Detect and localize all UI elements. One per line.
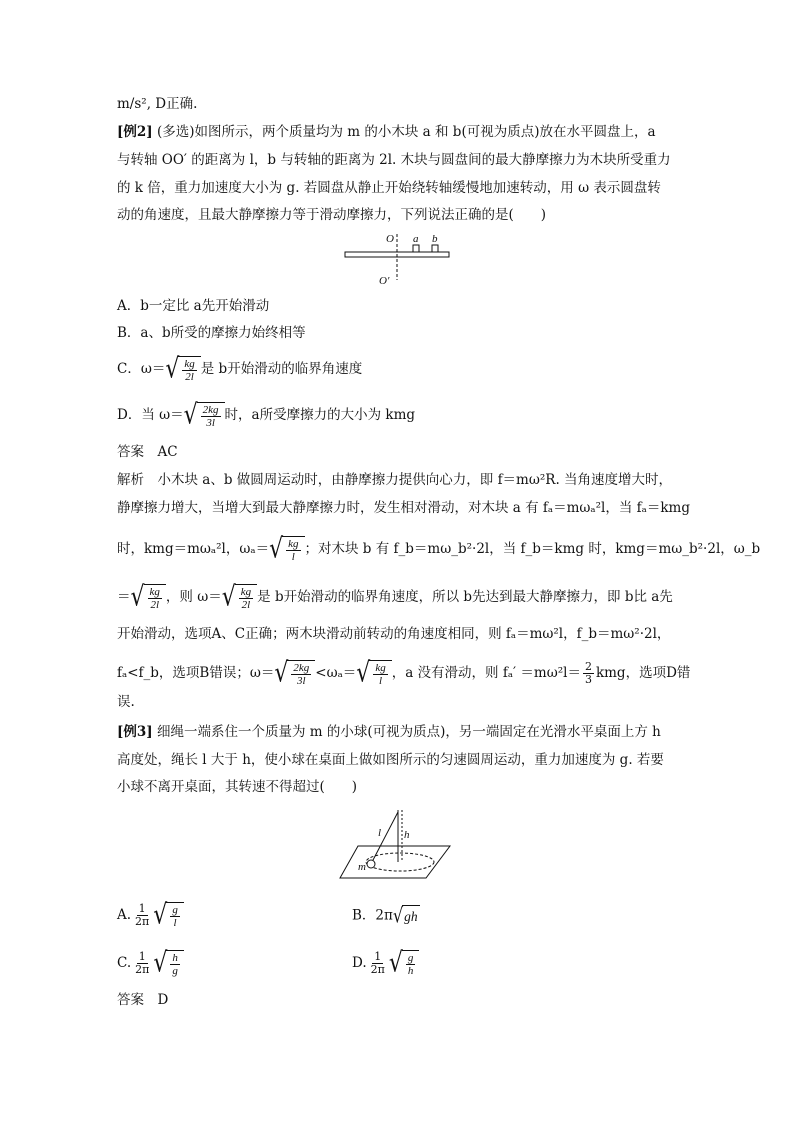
label-l: l <box>378 827 382 839</box>
example2-line4: 动的角速度，且最大静摩擦力等于滑动摩擦力，下列说法正确的是( ) <box>117 207 547 223</box>
option-2B: B．a、b所受的摩擦力始终相等 <box>117 325 306 341</box>
disk-figure <box>340 228 460 290</box>
string <box>372 812 398 862</box>
example2-text-1: (多选)如图所示，两个质量均为 m 的小木块 a 和 b(可视为质点)放在水平圆盘上，a <box>156 124 656 140</box>
label-m: m <box>358 861 366 873</box>
circular-path <box>366 853 434 871</box>
label-h: h <box>404 829 410 841</box>
analysis-line7: 误. <box>117 694 135 710</box>
label-b: b <box>432 233 438 245</box>
analysis-line4: ＝ √ $\frac{kg}{2l}$ ，则 ω＝ √ $\frac{kg}{2l}$ 是 b开始滑动的临界角速度，所以 b先达到最大静摩擦力，即 b比 a先 <box>117 581 673 613</box>
example3-text-1: 细绳一端系住一个质量为 m 的小球(可视为质点)，另一端固定在光滑水平桌面上方 h <box>156 724 661 740</box>
option-3D: D. $\frac{1}{2\pi}$ √ $\frac{g}{h}$ <box>352 950 419 977</box>
option-3B: B．2π √ gh <box>352 903 418 928</box>
example3-line1 <box>117 722 661 742</box>
example3-tag: [例3] <box>117 724 153 740</box>
option-3A: A. $\frac{1}{2\pi}$ √ $\frac{g}{l}$ <box>117 902 184 929</box>
example3-line3: 小球不离开桌面，其转速不得超过( ) <box>117 779 358 795</box>
analysis-line1: 解析 小木块 a、b 做圆周运动时，由静摩擦力提供向心力，即 f＝mω²R. 当角速度增大时， <box>117 472 673 488</box>
option-2C: C．ω＝ √ $\frac{kg}{2l}$ 是 b开始滑动的临界角速度 <box>117 353 363 385</box>
label-O-prime: O′ <box>379 275 390 287</box>
sqrt-C: √ $\frac{kg}{2l}$ <box>165 356 200 383</box>
analysis-line5: 开始滑动，选项A、C正确；两木块滑动前转动的角速度相同，则 fₐ＝mω²l，f_b＝mω²·2l， <box>117 626 671 642</box>
example3-line2: 高度处，绳长 l 大于 h，使小球在桌面上做如图所示的匀速圆周运动，重力加速度为 g. 若要 <box>117 752 664 768</box>
label-a: a <box>413 233 419 245</box>
analysis-line6: fₐ<f_b，选项B错误；ω＝ √ $\frac{2kg}{3l}$ <ωₐ＝ √ $\frac{kg}{l}$ ，a 没有滑动，则 fₐ′ ＝mω²l＝ $\frac{2}{3}$ kmg，选项D错 <box>117 657 691 689</box>
analysis-line2: 静摩擦力增大，当增大到最大静摩擦力时，发生相对滑动，对木块 a 有 fₐ＝mωₐ²l，当 fₐ＝kmg <box>117 500 690 516</box>
block-a <box>413 245 419 252</box>
example3-answer: 答案 D <box>117 992 169 1008</box>
label-O: O <box>386 233 394 245</box>
option-3C: C. $\frac{1}{2\pi}$ √ $\frac{h}{g}$ <box>117 950 184 977</box>
example2-line3: 的 k 倍，重力加速度大小为 g. 若圆盘从静止开始绕转轴缓慢地加速转动，用 ω 表示圆盘转 <box>117 180 661 196</box>
option-2D: D．当 ω＝ √ $\frac{2kg}{3l}$ 时，a所受摩擦力的大小为 kmg <box>117 399 416 431</box>
example2-line2: 与转轴 OO′ 的距离为 l，b 与转轴的距离为 2l. 木块与圆盘间的最大静摩擦力为木块所受重力 <box>117 152 671 168</box>
option-2A: A．b一定比 a先开始滑动 <box>117 298 270 314</box>
example2-line1 <box>117 122 656 142</box>
analysis-line3: 时，kmg＝mωₐ²l，ωₐ＝ √ $\frac{kg}{l}$ ；对木块 b 有 f_b＝mω_b²·2l，当 f_b＝kmg 时，kmg＝mω_b²·2l，ω_b <box>117 533 761 565</box>
sqrt-D: √ $\frac{2kg}{3l}$ <box>184 402 225 429</box>
ball <box>367 860 375 868</box>
block-b <box>432 245 438 252</box>
example2-tag: [例2] <box>117 124 153 140</box>
table-figure <box>338 806 454 882</box>
top-line: m/s², D正确. <box>117 96 198 112</box>
example2-answer: 答案 AC <box>117 444 178 460</box>
